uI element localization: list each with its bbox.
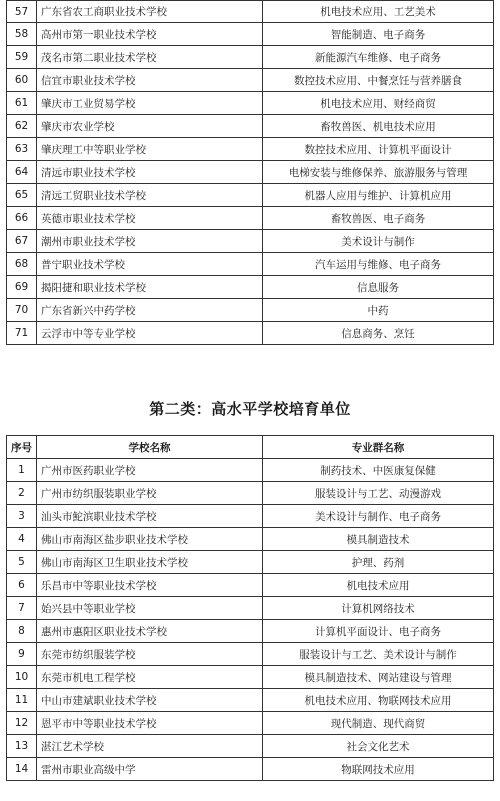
table-row [7,551,494,574]
major-group: 社会文化艺术 [263,735,494,758]
row-number: 1 [7,459,37,482]
school-name: 肇庆市工业贸易学校 [37,92,263,115]
table-row [7,23,494,46]
major-group: 机器人应用与维护、计算机应用 [263,184,494,207]
major-group: 物联网技术应用 [263,758,494,781]
section-title: 第二类：高水平学校培育单位 [149,400,351,418]
row-number: 2 [7,482,37,505]
major-group: 美术设计与制作、电子商务 [263,505,494,528]
school-name: 始兴县中等职业学校 [37,597,263,620]
row-number: 12 [7,712,37,735]
table-row [7,276,494,299]
major-group: 计算机平面设计、电子商务 [263,620,494,643]
cultivation-school-table [6,435,494,781]
table-row [7,505,494,528]
table-row [7,161,494,184]
table-row [7,138,494,161]
school-name: 清远市职业技术学校 [37,161,263,184]
school-name: 高州市第一职业技术学校 [37,23,263,46]
row-number: 13 [7,735,37,758]
table-row [7,207,494,230]
row-number: 64 [7,161,37,184]
major-group: 信息服务 [263,276,494,299]
major-group: 服装设计与工艺、动漫游戏 [263,482,494,505]
major-group: 畜牧兽医、电子商务 [263,207,494,230]
major-group: 机电技术应用 [263,574,494,597]
school-name: 广东省新兴中药学校 [37,299,263,322]
row-number: 57 [7,1,37,23]
major-group: 信息商务、烹饪 [263,322,494,345]
row-number: 8 [7,620,37,643]
school-name: 广州市纺织服装职业学校 [37,482,263,505]
table-row [7,1,494,23]
major-group: 计算机网络技术 [263,597,494,620]
row-number: 14 [7,758,37,781]
table-row [7,322,494,345]
table-row [7,666,494,689]
table-header-row [7,436,494,459]
row-number: 60 [7,69,37,92]
row-number: 65 [7,184,37,207]
school-name: 湛江艺术学校 [37,735,263,758]
row-number: 4 [7,528,37,551]
row-number: 6 [7,574,37,597]
row-number: 10 [7,666,37,689]
major-group: 新能源汽车维修、电子商务 [263,46,494,69]
table-row [7,528,494,551]
school-name: 汕头市鮀滨职业技术学校 [37,505,263,528]
row-number: 67 [7,230,37,253]
table-row [7,184,494,207]
major-group: 汽车运用与维修、电子商务 [263,253,494,276]
major-group: 畜牧兽医、机电技术应用 [263,115,494,138]
school-name: 东莞市机电工程学校 [37,666,263,689]
table-row [7,230,494,253]
table-row [7,299,494,322]
row-number: 7 [7,597,37,620]
school-name: 乐昌市中等职业技术学校 [37,574,263,597]
school-name: 英德市职业技术学校 [37,207,263,230]
row-number: 63 [7,138,37,161]
header-school-name: 学校名称 [37,436,263,459]
header-number: 序号 [7,436,37,459]
table-row [7,92,494,115]
school-name: 佛山市南海区卫生职业技术学校 [37,551,263,574]
school-name: 揭阳捷和职业技术学校 [37,276,263,299]
header-major-group: 专业群名称 [263,436,494,459]
table-row [7,643,494,666]
school-name: 惠州市惠阳区职业技术学校 [37,620,263,643]
school-name: 茂名市第二职业技术学校 [37,46,263,69]
table-row [7,459,494,482]
major-group: 模具制造技术 [263,528,494,551]
major-group: 机电技术应用、工艺美术 [263,1,494,23]
major-group: 服装设计与工艺、美术设计与制作 [263,643,494,666]
row-number: 11 [7,689,37,712]
school-name: 清远工贸职业技术学校 [37,184,263,207]
row-number: 5 [7,551,37,574]
major-group: 机电技术应用、财经商贸 [263,92,494,115]
table-row [7,46,494,69]
row-number: 58 [7,23,37,46]
row-number: 69 [7,276,37,299]
row-number: 68 [7,253,37,276]
school-name: 潮州市职业技术学校 [37,230,263,253]
major-group: 中药 [263,299,494,322]
major-group: 模具制造技术、网站建设与管理 [263,666,494,689]
table-row [7,253,494,276]
table-row [7,574,494,597]
school-name: 肇庆市农业学校 [37,115,263,138]
row-number: 70 [7,299,37,322]
row-number: 59 [7,46,37,69]
table-row [7,689,494,712]
school-name: 广东省农工商职业技术学校 [37,1,263,23]
school-name: 广州市医药职业学校 [37,459,263,482]
table-row [7,69,494,92]
school-name: 东莞市纺织服装学校 [37,643,263,666]
row-number: 3 [7,505,37,528]
school-name: 雷州市职业高级中学 [37,758,263,781]
table-row [7,597,494,620]
major-group: 电梯安装与维修保养、旅游服务与管理 [263,161,494,184]
school-name: 佛山市南海区盐步职业技术学校 [37,528,263,551]
row-number: 66 [7,207,37,230]
table-row [7,620,494,643]
table-row [7,758,494,781]
row-number: 9 [7,643,37,666]
major-group: 数控技术应用、计算机平面设计 [263,138,494,161]
major-group: 护理、药剂 [263,551,494,574]
major-group: 现代制造、现代商贸 [263,712,494,735]
row-number: 71 [7,322,37,345]
school-name: 恩平市中等职业技术学校 [37,712,263,735]
school-table-continued [6,0,494,345]
major-group: 智能制造、电子商务 [263,23,494,46]
table-row [7,735,494,758]
school-name: 信宜市职业技术学校 [37,69,263,92]
table-row [7,712,494,735]
table-row [7,482,494,505]
school-name: 云浮市中等专业学校 [37,322,263,345]
major-group: 数控技术应用、中餐烹饪与营养膳食 [263,69,494,92]
major-group: 美术设计与制作 [263,230,494,253]
row-number: 61 [7,92,37,115]
row-number: 62 [7,115,37,138]
school-name: 普宁职业技术学校 [37,253,263,276]
major-group: 机电技术应用、物联网技术应用 [263,689,494,712]
major-group: 制药技术、中医康复保健 [263,459,494,482]
school-name: 肇庆理工中等职业学校 [37,138,263,161]
school-name: 中山市建斌职业技术学校 [37,689,263,712]
table-row [7,115,494,138]
